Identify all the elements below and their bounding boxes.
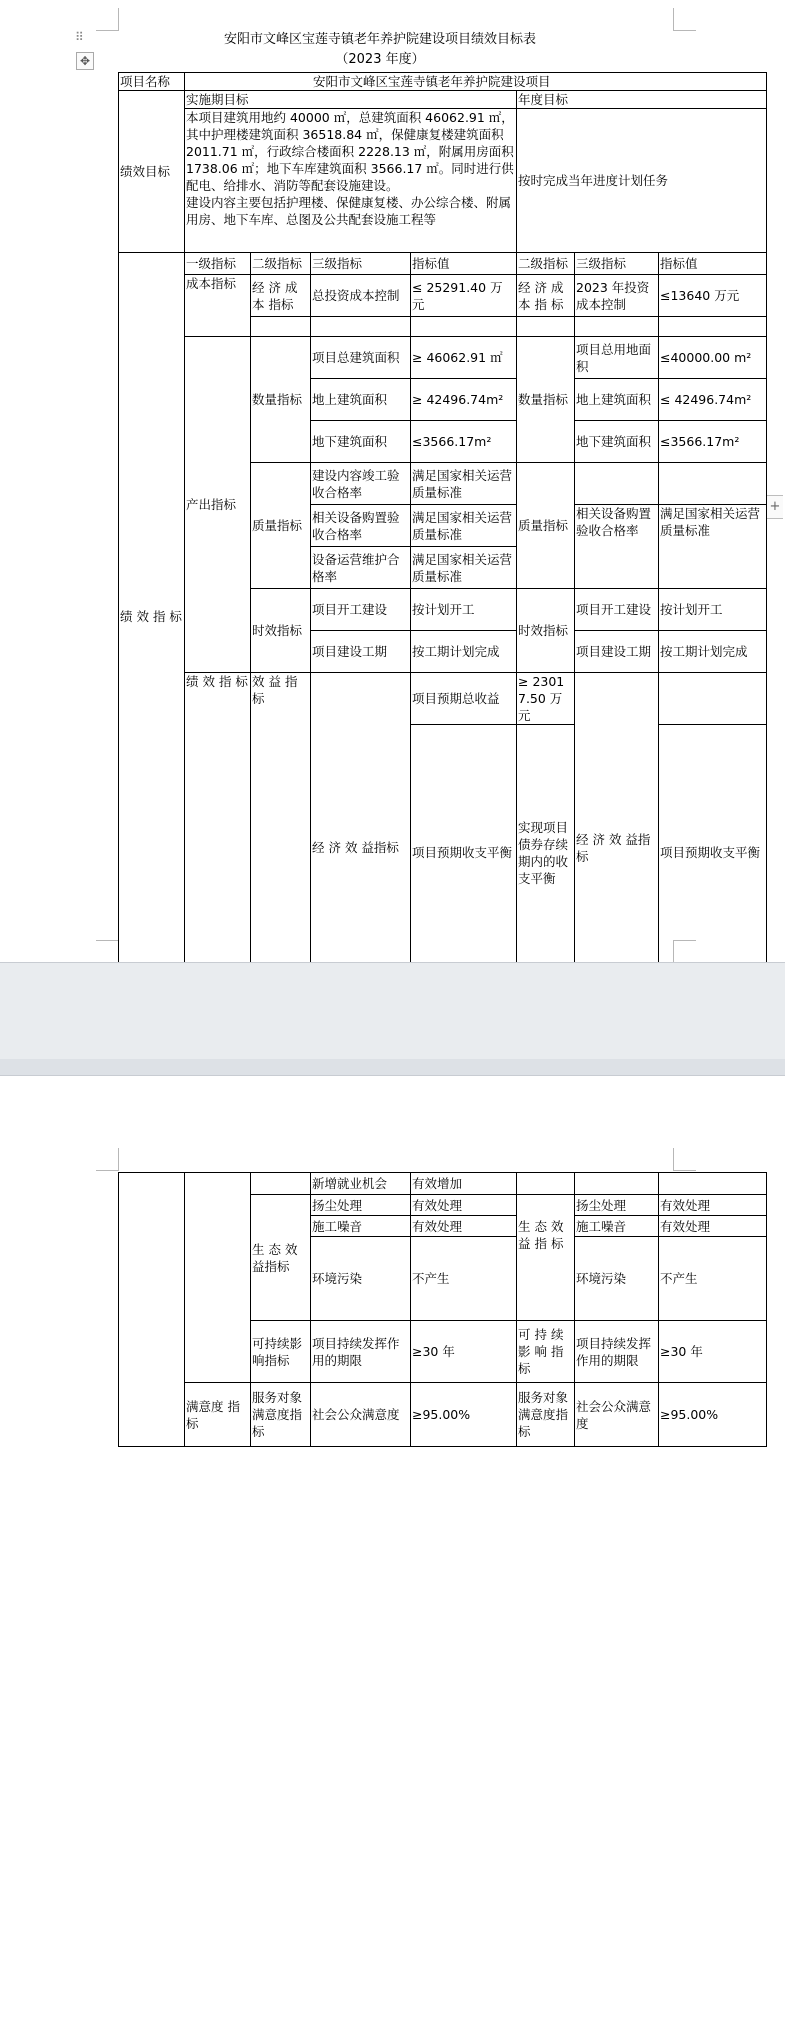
quality-level3: 相关设备购置验收合格率	[311, 505, 411, 547]
timeliness-level3: 项目开工建设	[311, 589, 411, 631]
impl-goal-header: 实施期目标	[185, 91, 517, 109]
timeliness-level2: 时效指标	[251, 589, 311, 673]
header-value-annual: 指标值	[659, 253, 767, 275]
header-level2: 二级指标	[251, 253, 311, 275]
quantity-value-annual: ≤ 42496.74m²	[659, 379, 767, 421]
economic-level2-annual: 经 济 效 益指标	[575, 673, 659, 1023]
quality-value: 满足国家相关运营质量标准	[411, 547, 517, 589]
ecology-level3-annual: 环境污染	[575, 1237, 659, 1321]
empty-cell	[251, 1173, 311, 1195]
economic-value: 实现项目债券存续期内的收支平衡	[517, 725, 575, 981]
sustain-level2-annual: 可 持 续 影 响 指标	[517, 1321, 575, 1383]
quality-level3: 设备运营维护合格率	[311, 547, 411, 589]
document-page-1	[0, 0, 785, 962]
project-name-value: 安阳市文峰区宝莲寺镇老年养护院建设项目	[185, 73, 767, 91]
empty-cell	[411, 317, 517, 337]
ecology-level3: 施工噪音	[311, 1216, 411, 1237]
empty-cell	[311, 317, 411, 337]
ecology-level3: 环境污染	[311, 1237, 411, 1321]
empty-cell	[575, 317, 659, 337]
satisfaction-level3-annual: 社会公众满意度	[575, 1383, 659, 1447]
project-name-label: 项目名称	[119, 73, 185, 91]
quantity-level3-annual: 项目总用地面积	[575, 337, 659, 379]
economic-level3: 项目预期总收益	[411, 673, 517, 725]
empty-cell	[251, 317, 311, 337]
header-value: 指标值	[411, 253, 517, 275]
ecology-value: 有效处理	[411, 1216, 517, 1237]
ecology-level3-annual: 扬尘处理	[575, 1195, 659, 1216]
quantity-value: ≥ 42496.74m²	[411, 379, 517, 421]
satisfaction-level3: 社会公众满意度	[311, 1383, 411, 1447]
annual-goal-text: 按时完成当年进度计划任务	[517, 109, 767, 253]
ecology-level2: 生 态 效 益指标	[251, 1195, 311, 1321]
sustain-value-annual: ≥30 年	[659, 1321, 767, 1383]
ecology-value-annual: 有效处理	[659, 1216, 767, 1237]
timeliness-level3-annual: 项目开工建设	[575, 589, 659, 631]
crop-mark	[673, 1148, 696, 1171]
quality-level2: 质量指标	[251, 463, 311, 589]
cost-level3-annual: 2023 年投资成本控制	[575, 275, 659, 317]
quantity-level3: 地下建筑面积	[311, 421, 411, 463]
quantity-value-annual: ≤3566.17m²	[659, 421, 767, 463]
quality-level3: 建设内容竣工验收合格率	[311, 463, 411, 505]
indicator-label: 绩 效 指 标	[119, 253, 185, 981]
quantity-value-annual: ≤40000.00 m²	[659, 337, 767, 379]
quantity-level2: 数量指标	[251, 337, 311, 463]
ecology-value: 有效处理	[411, 1195, 517, 1216]
quantity-value: ≤3566.17m²	[411, 421, 517, 463]
quantity-level3: 项目总建筑面积	[311, 337, 411, 379]
empty-cell	[575, 1173, 659, 1195]
economic-level3: 项目预期收支平衡	[411, 725, 517, 981]
document-subtitle: （2023 年度）	[335, 52, 425, 67]
ecology-value: 不产生	[411, 1237, 517, 1321]
satisfaction-level2: 服务对象满意度指标	[251, 1383, 311, 1447]
empty-cell	[517, 1173, 575, 1195]
table-move-icon[interactable]: ✥	[76, 52, 94, 70]
quality-level3-annual: 相关设备购置验收合格率	[575, 505, 659, 589]
quality-value: 满足国家相关运营质量标准	[411, 505, 517, 547]
sustain-level3-annual: 项目持续发挥作用的期限	[575, 1321, 659, 1383]
timeliness-value-annual: 按工期计划完成	[659, 631, 767, 673]
cost-level1: 成本指标	[185, 275, 251, 337]
crop-mark	[96, 8, 119, 31]
crop-mark	[96, 1148, 119, 1171]
employment-level3: 新增就业机会	[311, 1173, 411, 1195]
header-level2-annual: 二级指标	[517, 253, 575, 275]
quantity-value: ≥ 46062.91 ㎡	[411, 337, 517, 379]
timeliness-level3: 项目建设工期	[311, 631, 411, 673]
sustain-value: ≥30 年	[411, 1321, 517, 1383]
ecology-value-annual: 有效处理	[659, 1195, 767, 1216]
satisfaction-value-annual: ≥95.00%	[659, 1383, 767, 1447]
timeliness-value: 按工期计划完成	[411, 631, 517, 673]
header-level1: 一级指标	[185, 253, 251, 275]
sustain-level2: 可持续影响指标	[251, 1321, 311, 1383]
crop-mark	[673, 8, 696, 31]
quantity-level3-annual: 地下建筑面积	[575, 421, 659, 463]
empty-cell	[517, 317, 575, 337]
output-level1: 产出指标	[185, 337, 251, 673]
satisfaction-level1: 满意度 指标	[185, 1383, 251, 1447]
empty-cell	[659, 673, 767, 725]
timeliness-value: 按计划开工	[411, 589, 517, 631]
cost-value: ≤ 25291.40 万元	[411, 275, 517, 317]
empty-cell	[185, 1173, 251, 1383]
ecology-value-annual: 不产生	[659, 1237, 767, 1321]
cost-level3: 总投资成本控制	[311, 275, 411, 317]
ecology-level3-annual: 施工噪音	[575, 1216, 659, 1237]
quality-value-annual: 满足国家相关运营质量标准	[659, 505, 767, 589]
drag-handle-icon[interactable]: ⠿	[75, 30, 84, 44]
timeliness-level3-annual: 项目建设工期	[575, 631, 659, 673]
cost-value-annual: ≤13640 万元	[659, 275, 767, 317]
quality-value: 满足国家相关运营质量标准	[411, 463, 517, 505]
header-level3: 三级指标	[311, 253, 411, 275]
timeliness-level2-annual: 时效指标	[517, 589, 575, 673]
benefit-level1: 效 益 指 标	[251, 673, 311, 1107]
goal-label: 绩效目标	[119, 91, 185, 253]
indicator-label: 绩 效 指 标	[185, 673, 251, 1107]
employment-value: 有效增加	[411, 1173, 517, 1195]
satisfaction-value: ≥95.00%	[411, 1383, 517, 1447]
performance-table	[118, 72, 767, 1107]
performance-table-continued	[118, 1172, 767, 1447]
impl-goal-text: 本项目建筑用地约 40000 ㎡，总建筑面积 46062.91 ㎡，其中护理楼建筑面积 36518.84 ㎡，保健康复楼建筑面积 2011.71 ㎡，行政综合楼面积 2228.13 ㎡，附属用房面积 1738.06 ㎡；地下车库建筑面积 3566.17 ㎡。同时进行供配电、给排水、消防等配套设施建设。 建设内容主要包括护理楼、保健康复楼、办公综合楼、附属用房、地下车库、总图及公共配套设施工程等	[185, 109, 517, 253]
page-gap	[0, 962, 785, 1076]
header-level3-annual: 三级指标	[575, 253, 659, 275]
quantity-level3-annual: 地上建筑面积	[575, 379, 659, 421]
economic-level3-annual: 项目预期收支平衡	[659, 725, 767, 981]
empty-cell	[575, 463, 659, 505]
economic-value: ≥ 23017.50 万元	[517, 673, 575, 725]
ecology-level3: 扬尘处理	[311, 1195, 411, 1216]
empty-cell	[659, 317, 767, 337]
empty-cell	[119, 1173, 185, 1447]
page-separator	[0, 1059, 785, 1075]
quantity-level3: 地上建筑面积	[311, 379, 411, 421]
annual-goal-header: 年度目标	[517, 91, 767, 109]
ecology-level2-annual: 生 态 效 益 指 标	[517, 1195, 575, 1321]
empty-cell	[659, 1173, 767, 1195]
timeliness-value-annual: 按计划开工	[659, 589, 767, 631]
empty-cell	[659, 463, 767, 505]
cost-level2-annual: 经 济 成 本 指 标	[517, 275, 575, 317]
quality-level2-annual: 质量指标	[517, 463, 575, 589]
sustain-level3: 项目持续发挥作用的期限	[311, 1321, 411, 1383]
quantity-level2-annual: 数量指标	[517, 337, 575, 463]
add-column-icon[interactable]: +	[766, 495, 783, 519]
economic-level2: 经 济 效 益指标	[311, 673, 411, 1023]
crop-mark	[96, 940, 119, 963]
document-page-2	[0, 1076, 785, 2035]
satisfaction-level2-annual: 服务对象满意度指标	[517, 1383, 575, 1447]
document-title: 安阳市文峰区宝莲寺镇老年养护院建设项目绩效目标表	[223, 32, 536, 47]
cost-level2: 经 济 成 本 指标	[251, 275, 311, 317]
